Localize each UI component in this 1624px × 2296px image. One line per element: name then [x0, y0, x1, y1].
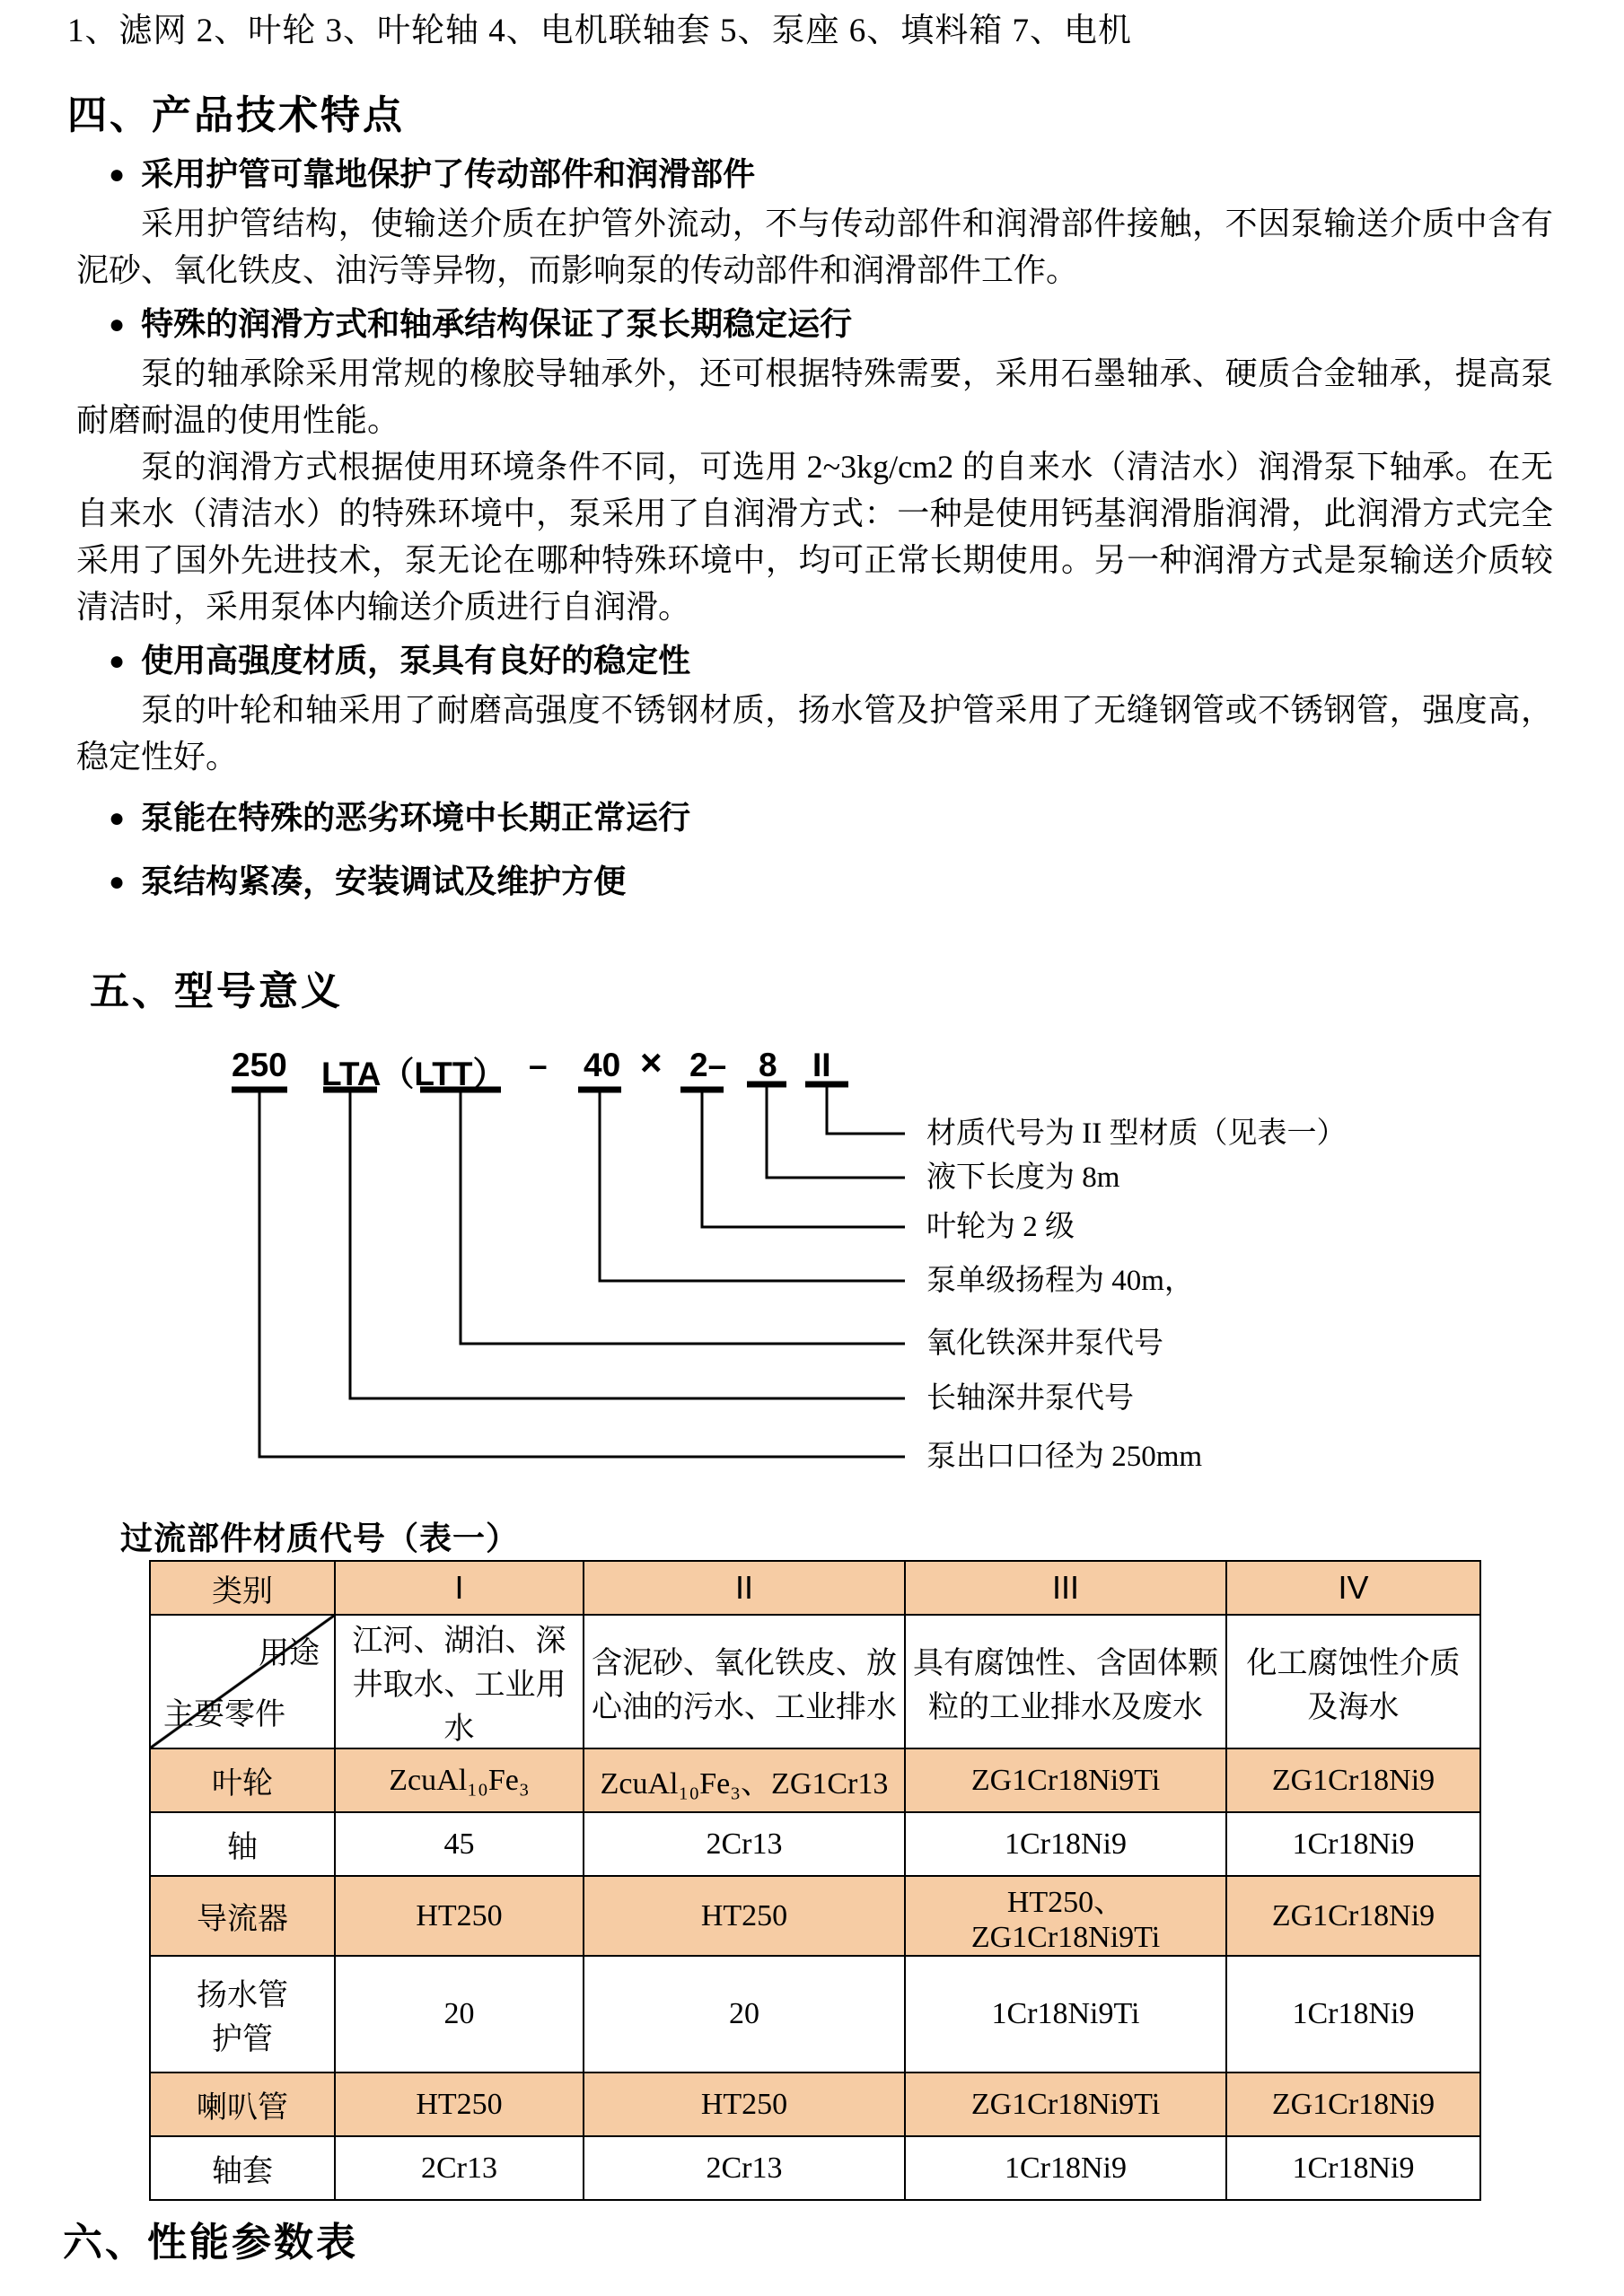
diagram-label-stages: 叶轮为 2 级 — [926, 1211, 1075, 1243]
row-sleeve-part: 轴套 — [150, 2136, 335, 2200]
row-sleeve-c3: 1Cr18Ni9 — [905, 2136, 1226, 2200]
row-sleeve-c1: 2Cr13 — [335, 2136, 584, 2200]
feature-bullet-2-text: 特殊的润滑方式和轴承结构保证了泵长期稳定运行 — [141, 305, 853, 342]
row-shaft-part: 轴 — [150, 1812, 335, 1876]
section6-heading: 六、性能参数表 — [63, 2221, 358, 2265]
bullet-dot-icon: ● — [109, 867, 126, 897]
material-table-title: 过流部件材质代号（表一） — [120, 1520, 520, 1556]
diagram-label-head: 泵单级扬程为 40m， — [926, 1265, 1194, 1297]
feature-bullet-4 — [76, 794, 1553, 844]
feature-bullet-1-text: 采用护管可靠地保护了传动部件和润滑部件 — [141, 155, 756, 192]
row-bell-c1: HT250 — [335, 2073, 584, 2136]
feature-bullet-5 — [76, 858, 1553, 907]
row-pipes-part — [150, 1956, 335, 2073]
feature-paragraph-2: 泵的轴承除采用常规的橡胶导轴承外，还可根据特殊需要，采用石墨轴承、硬质合金轴承，提高泵耐磨耐温的使用性能。 — [76, 355, 1553, 438]
usage-cell-class2: 含泥砂、氧化铁皮、放心油的污水、工业排水 — [584, 1615, 905, 1748]
feature-paragraph-4: 泵的叶轮和轴采用了耐磨高强度不锈钢材质，扬水管及护管采用了无缝钢管或不锈钢管，强度高，稳定性好。 — [76, 692, 1553, 775]
table-header-class4: IV — [1226, 1561, 1480, 1615]
row-impeller-part: 叶轮 — [150, 1748, 335, 1812]
diagonal-parts-label: 主要零件 — [163, 1698, 285, 1731]
table-header-class3: III — [905, 1561, 1226, 1615]
feature-bullet-3 — [76, 637, 1553, 687]
row-diffuser-c4: ZG1Cr18Ni9 — [1226, 1876, 1480, 1956]
table-header-class2: II — [584, 1561, 905, 1615]
row-shaft-c4: 1Cr18Ni9 — [1226, 1812, 1480, 1876]
usage-cell-class4: 化工腐蚀性介质及海水 — [1226, 1615, 1480, 1748]
row-shaft-c1: 45 — [335, 1812, 584, 1876]
row-sleeve-c4: 1Cr18Ni9 — [1226, 2136, 1480, 2200]
row-bell-part: 喇叭管 — [150, 2073, 335, 2136]
row-impeller-c3: ZG1Cr18Ni9Ti — [905, 1748, 1226, 1812]
row-diffuser-part: 导流器 — [150, 1876, 335, 1956]
row-shaft-c2: 2Cr13 — [584, 1812, 905, 1876]
bullet-dot-icon: ● — [109, 310, 126, 339]
diagram-label-oxide: 氧化铁深井泵代号 — [926, 1328, 1163, 1360]
row-diffuser-c1: HT250 — [335, 1876, 584, 1956]
row-pipes-c4: 1Cr18Ni9 — [1226, 1956, 1480, 2073]
feature-bullet-2 — [76, 301, 1553, 350]
table-header-category: 类别 — [150, 1561, 335, 1615]
row-impeller-c1: ZcuAl₁₀Fe₃ — [335, 1748, 584, 1812]
row-pipes-part-line2: 护管 — [212, 2023, 273, 2056]
model-part-diameter: 250 — [232, 1047, 287, 1083]
row-pipes-c3: 1Cr18Ni9Ti — [905, 1956, 1226, 2073]
bullet-dot-icon: ● — [109, 646, 126, 676]
model-part-series: LTA（LTT） — [321, 1056, 506, 1092]
feature-bullet-4-text: 泵能在特殊的恶劣环境中长期正常运行 — [141, 799, 691, 836]
model-part-depth: 8 — [759, 1047, 777, 1083]
feature-bullet-5-text: 泵结构紧凑，安装调试及维护方便 — [141, 863, 627, 899]
diagram-label-depth: 液下长度为 8m — [926, 1161, 1120, 1194]
feature-paragraph-1: 采用护管结构，使输送介质在护管外流动，不与传动部件和润滑部件接触，不因泵输送介质中含有泥砂、氧化铁皮、油污等异物，而影响泵的传动部件和润滑部件工作。 — [76, 206, 1553, 288]
row-pipes-part-line1: 扬水管 — [197, 1979, 288, 2012]
diagram-label-material: 材质代号为 II 型材质（见表一） — [926, 1117, 1347, 1150]
model-part-dash: – — [529, 1047, 548, 1083]
row-bell-c3: ZG1Cr18Ni9Ti — [905, 2073, 1226, 2136]
row-bell-c2: HT250 — [584, 2073, 905, 2136]
row-diffuser-c2: HT250 — [584, 1876, 905, 1956]
row-impeller-c4: ZG1Cr18Ni9 — [1226, 1748, 1480, 1812]
bullet-dot-icon: ● — [109, 160, 126, 189]
section5-heading: 五、型号意义 — [90, 969, 343, 1013]
table-header-class1: I — [335, 1561, 584, 1615]
feature-bullet-3-text: 使用高强度材质，泵具有良好的稳定性 — [141, 642, 691, 679]
section4-body — [76, 151, 1553, 907]
section4-heading: 四、产品技术特点 — [67, 93, 405, 137]
material-table — [149, 1560, 1481, 2201]
feature-paragraph-3: 泵的润滑方式根据使用环境条件不同，可选用 2~3kg/cm2 的自来水（清洁水）润滑泵下轴承。在无自来水（清洁水）的特殊环境中，泵采用了自润滑方式：一种是使用钙基润滑脂润滑，此润滑方式完全采用了国外先进技术，泵无论在哪种特殊环境中，均可正常长期使用。另一种润滑方式是泵输送介质较清洁时，采用泵体内输送介质进行自润滑。 — [76, 449, 1553, 625]
usage-cell-class1: 江河、湖泊、深井取水、工业用水 — [335, 1615, 584, 1748]
table-diagonal-cell — [150, 1615, 335, 1748]
diagonal-usage-label: 用途 — [259, 1637, 320, 1670]
row-sleeve-c2: 2Cr13 — [584, 2136, 905, 2200]
row-bell-c4: ZG1Cr18Ni9 — [1226, 2073, 1480, 2136]
diagram-label-longshaft: 长轴深井泵代号 — [926, 1382, 1134, 1415]
bullet-dot-icon: ● — [109, 803, 126, 833]
model-diagram-lines — [0, 1032, 1624, 1499]
parts-list-line: 1、滤网 2、叶轮 3、叶轮轴 4、电机联轴套 5、泵座 6、填料箱 7、电机 — [67, 13, 1132, 49]
row-impeller-c2: ZcuAl₁₀Fe₃、ZG1Cr13 — [584, 1748, 905, 1812]
row-pipes-c1: 20 — [335, 1956, 584, 2073]
model-part-times: × — [640, 1041, 663, 1083]
row-shaft-c3: 1Cr18Ni9 — [905, 1812, 1226, 1876]
diagram-label-outlet: 泵出口口径为 250mm — [926, 1441, 1203, 1473]
row-pipes-c2: 20 — [584, 1956, 905, 2073]
usage-cell-class3: 具有腐蚀性、含固体颗粒的工业排水及废水 — [905, 1615, 1226, 1748]
model-part-head: 40 — [584, 1047, 621, 1083]
row-diffuser-c3: HT250、 ZG1Cr18Ni9Ti — [905, 1876, 1226, 1956]
feature-bullet-1 — [76, 151, 1553, 200]
model-part-stages: 2– — [689, 1047, 727, 1083]
model-part-material: II — [812, 1047, 831, 1083]
